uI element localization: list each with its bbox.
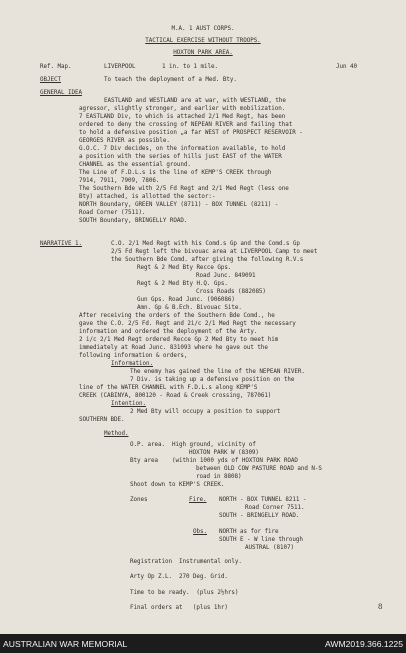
- narr-line: information and ordered the deployment of the Arty.: [79, 329, 258, 335]
- doc-title: M.A. 1 AUST CORPS.: [171, 26, 235, 32]
- intention-line: SOUTHERN BDE.: [79, 417, 125, 423]
- obs-line: AUSTRAL (8107): [245, 545, 294, 551]
- gi-line: GEORGES RIVER as possible.: [79, 138, 170, 144]
- ref-map: LIVERPOOL: [104, 64, 136, 70]
- narr-line: Amn. Gp & B.Ech. Bivouac Site.: [137, 305, 242, 311]
- intention-heading: Intention.: [111, 401, 146, 407]
- fire-line: NORTH - BOX TUNNEL 8211 -: [219, 497, 307, 503]
- gi-line: The Southern Bde with 2/5 Fd Regt and 2/1 Med Regt (less one: [79, 186, 289, 192]
- obs-label: Obs.: [193, 529, 207, 535]
- gi-line: a position with the series of hills just EAST of the WATER: [79, 154, 282, 160]
- narr-line: following information & orders,: [79, 353, 188, 359]
- zones-label: Zones: [130, 497, 148, 503]
- narr-line: 2 i/c 2/1 Med Regt ordered Recce Gp 2 Med Bty to meet him: [79, 337, 279, 343]
- method-line: Bty area (within 1000 yds of HOXTON PARK ROAD: [130, 458, 298, 464]
- fire-label: Fire.: [189, 497, 207, 503]
- method-heading: Method.: [104, 431, 129, 437]
- info-line: line of the WATER CHANNEL with F.D.L.s along KEMP'S: [79, 385, 258, 391]
- narr-line: 2/5 Fd Regt left the bivouac area at LIVERPOOL Camp to meet: [111, 249, 318, 255]
- time-ready-line: Time to be ready. (plus 2½hrs): [130, 590, 239, 596]
- ref-date: Jun 40: [336, 64, 357, 70]
- ref-scale: 1 in. to 1 mile.: [162, 64, 218, 70]
- gi-line: 7914, 7911, 7909, 7806.: [79, 178, 160, 184]
- narr-line: Gun Gps. Road Junc. (906086): [137, 297, 235, 303]
- intention-line: 2 Med Bty will occupy a position to support: [130, 409, 281, 415]
- footer-accession-number: AWM2019.366.1225: [324, 639, 403, 649]
- gi-line: SOUTH Boundary, BRINGELLY ROAD.: [79, 218, 188, 224]
- info-line: CREEK (CABINYA, 800120 - Road & Creek crossing, 787061): [79, 393, 272, 399]
- gi-line: ordered to deny the crossing of NEPEAN RIVER and failing that: [79, 122, 293, 128]
- method-line: road in 8808): [196, 474, 242, 480]
- method-line: Shoot down to KEMP'S CREEK.: [130, 482, 225, 488]
- gi-line: The Line of F.D.L.s is the line of KEMP'S CREEK through: [79, 170, 272, 176]
- method-line: between OLD COW PASTURE ROAD and N-S: [196, 466, 322, 472]
- narr-line: C.O. 2/1 Med Regt with his Comd.s Gp and the Comd.s Gp: [111, 241, 300, 247]
- narr-line: Road Junc. 849091: [196, 273, 256, 279]
- doc-subtitle: TACTICAL EXERCISE WITHOUT TROOPS.: [145, 38, 261, 44]
- info-line: The enemy has gained the line of the NEPEAN RIVER.: [130, 369, 305, 375]
- narr-line: Regt & 2 Med Bty Recce Gps.: [137, 265, 232, 271]
- ref-label: Ref. Map.: [40, 64, 72, 70]
- gi-line: 7 EASTLAND Div, to which is attached 2/1 Med Regt, has been: [79, 114, 286, 120]
- narr-line: immediately at Road Junc. 831093 where he gave out the: [79, 345, 268, 351]
- narr-line: After receiving the orders of the Southern Bde Comd., he: [79, 313, 275, 319]
- gi-line: NORTH Boundary, GREEN VALLEY (8711) - BOX TUNNEL (8211) -: [79, 202, 279, 208]
- gi-line: Road Corner (7511).: [79, 210, 146, 216]
- final-orders-line: Final orders at (plus 1hr): [130, 605, 228, 611]
- information-heading: Information.: [111, 361, 153, 367]
- obs-line: NORTH as for fire: [219, 529, 279, 535]
- gi-line: Bty) attached, is allotted the sector:-: [79, 194, 216, 200]
- general-idea-heading: GENERAL IDEA: [40, 90, 82, 96]
- gi-line: to hold a defensive position „a far WEST of PROSPECT RESERVOIR -: [79, 130, 303, 136]
- narr-line: Regt & 2 Med Bty H.Q. Gps.: [137, 281, 228, 287]
- info-line: 7 Div. is taking up a defensive position on the: [130, 377, 295, 383]
- narr-line: the Southern Bde Comd. after giving the following R.V.s: [111, 257, 304, 263]
- narrative-heading: NARRATIVE 1.: [40, 241, 82, 247]
- object-label: OBJECT: [40, 77, 61, 83]
- gi-line: EASTLAND and WESTLAND are at war, with WESTLAND, the: [104, 98, 286, 104]
- gi-line: agressor, slightly stronger, and earlier with mobilization.: [79, 106, 286, 112]
- gi-line: CHANNEL as the essential ground.: [79, 162, 191, 168]
- method-line: HOXTON PARK W (8309): [189, 450, 259, 456]
- fire-line: SOUTH - BRINGELLY ROAD.: [219, 513, 300, 519]
- narr-line: Cross Roads (882085): [196, 289, 266, 295]
- doc-location: HOXTON PARK AREA.: [173, 50, 233, 56]
- registration-line: Registration Instrumental only.: [130, 559, 242, 565]
- footer-institution: AUSTRALIAN WAR MEMORIAL: [3, 639, 128, 649]
- arty-op-line: Arty Op Z.L. 270 Deg. Grid.: [130, 574, 228, 580]
- narr-line: gave the C.O. 2/5 Fd. Regt and 2i/c 2/1 Med Regt the necessary: [79, 321, 296, 327]
- handwritten-page-mark: 8: [378, 603, 383, 611]
- object-text: To teach the deployment of a Med. Bty.: [104, 77, 237, 83]
- gi-line: G.O.C. 7 Div decides, on the information available, to hold: [79, 146, 286, 152]
- footer-bar: [0, 634, 406, 653]
- fire-line: Road Corner 7511.: [245, 505, 305, 511]
- obs-line: SOUTH E - W line through: [219, 537, 303, 543]
- method-line: O.P. area. High ground, vicinity of: [130, 442, 256, 448]
